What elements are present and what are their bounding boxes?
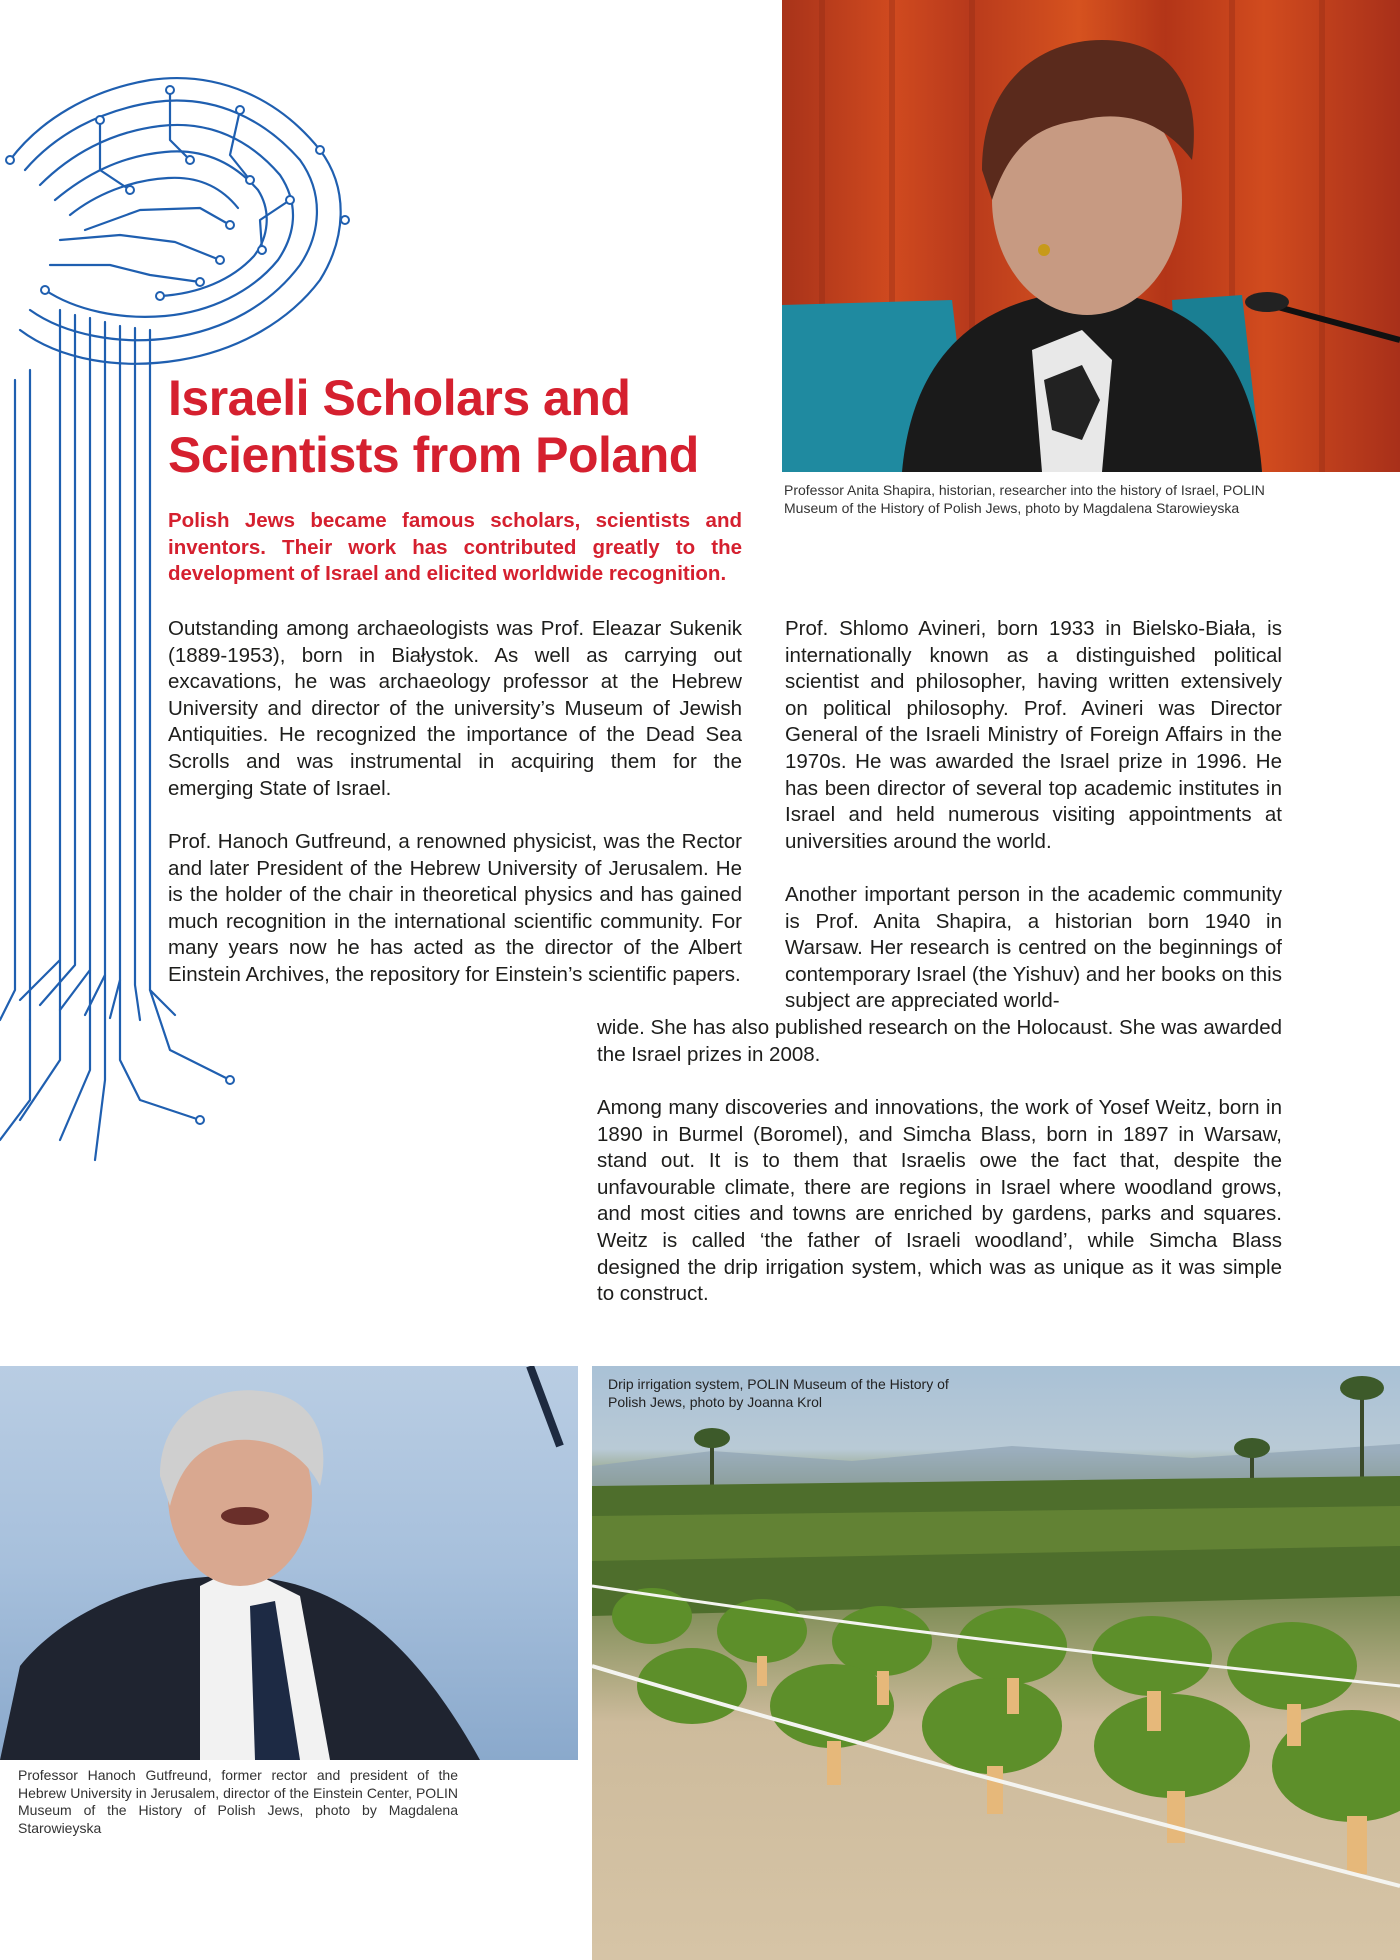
gutfreund-photo-caption: Professor Hanoch Gutfreund, former rector and president of the Hebrew University in Jerusalem, director of the Einstein Center, POLIN Museum of the History of Polish Jews, photo by Magdalena Starowieyska bbox=[18, 1767, 458, 1836]
drip-irrigation-photo bbox=[592, 1366, 1400, 1960]
sukenik-paragraph: Outstanding among archaeologists was Prof. Eleazar Sukenik (1889-1953), born in Białystok. As well as carrying out excavations, he was archaeology professor at the Hebrew University and director of the university’s Museum of Jewish Antiquities. He recognized the importance of the Dead Sea Scrolls and was instrumental in acquiring them for the emerging State of Israel. bbox=[168, 617, 742, 800]
hanoch-gutfreund-photo bbox=[0, 1366, 578, 1760]
hanoch-gutfreund-illustration bbox=[0, 1366, 578, 1760]
anita-shapira-photo bbox=[782, 0, 1400, 472]
shapira-paragraph-start: Another important person in the academic community is Prof. Anita Shapira, a historian born 1940 in Warsaw. Her research is centred on the beginnings of contemporary Israel (the Yishuv) and her books on this subject are appreciated world- bbox=[785, 883, 1282, 1013]
title-line-2: Scientists from Poland bbox=[168, 427, 699, 483]
title-line-1: Israeli Scholars and bbox=[168, 370, 631, 426]
shapira-paragraph-end: wide. She has also published research on the Holocaust. She was awarded the Israel prizes in 2008. bbox=[597, 1016, 1282, 1066]
drip-photo-caption: Drip irrigation system, POLIN Museum of the History of Polish Jews, photo by Joanna Krol bbox=[608, 1376, 949, 1410]
shapira-photo-caption: Professor Anita Shapira, historian, researcher into the history of Israel, POLIN Museum of the History of Polish Jews, photo by Magdalena Starowieyska bbox=[784, 482, 1265, 516]
anita-shapira-illustration bbox=[782, 0, 1400, 472]
weitz-blass-paragraph: Among many discoveries and innovations, the work of Yosef Weitz, born in 1890 in Burmel (Boromel), and Simcha Blass, born in 1897 in Warsaw, stand out. It is to them that Israelis owe the fact that, despite the unfavourable climate, there are regions in Israel where woodland grows, and most cities and towns are enriched by gardens, parks and squares. Weitz is called ‘the father of Israeli woodland’, while Simcha Blass designed the drip irrigation system, which was as unique as it was simple to construct. bbox=[597, 1096, 1282, 1306]
lead-paragraph: Polish Jews became famous scholars, scientists and inventors. Their work has contributed greatly to the development of Israel and elicited worldwide recognition. bbox=[168, 509, 742, 585]
drip-irrigation-illustration bbox=[592, 1366, 1400, 1960]
page-title bbox=[168, 370, 788, 484]
avineri-paragraph: Prof. Shlomo Avineri, born 1933 in Bielsko-Biała, is internationally known as a distinguished political scientist and philosopher, having written extensively on political philosophy. Prof. Avineri was Director General of the Israeli Ministry of Foreign Affairs in the 1970s. He was awarded the Israel prize in 1996. He has been director of several top academic institutes in Israel and held numerous visiting appointments at universities around the world. bbox=[785, 617, 1282, 853]
gutfreund-paragraph: Prof. Hanoch Gutfreund, a renowned physicist, was the Rector and later President of the Hebrew University of Jerusalem. He is the holder of the chair in theoretical physics and has gained much recognition in the international scientific community. For many years now he has acted as the director of the Albert Einstein Archives, the repository for Einstein’s scientific papers. bbox=[168, 830, 742, 986]
